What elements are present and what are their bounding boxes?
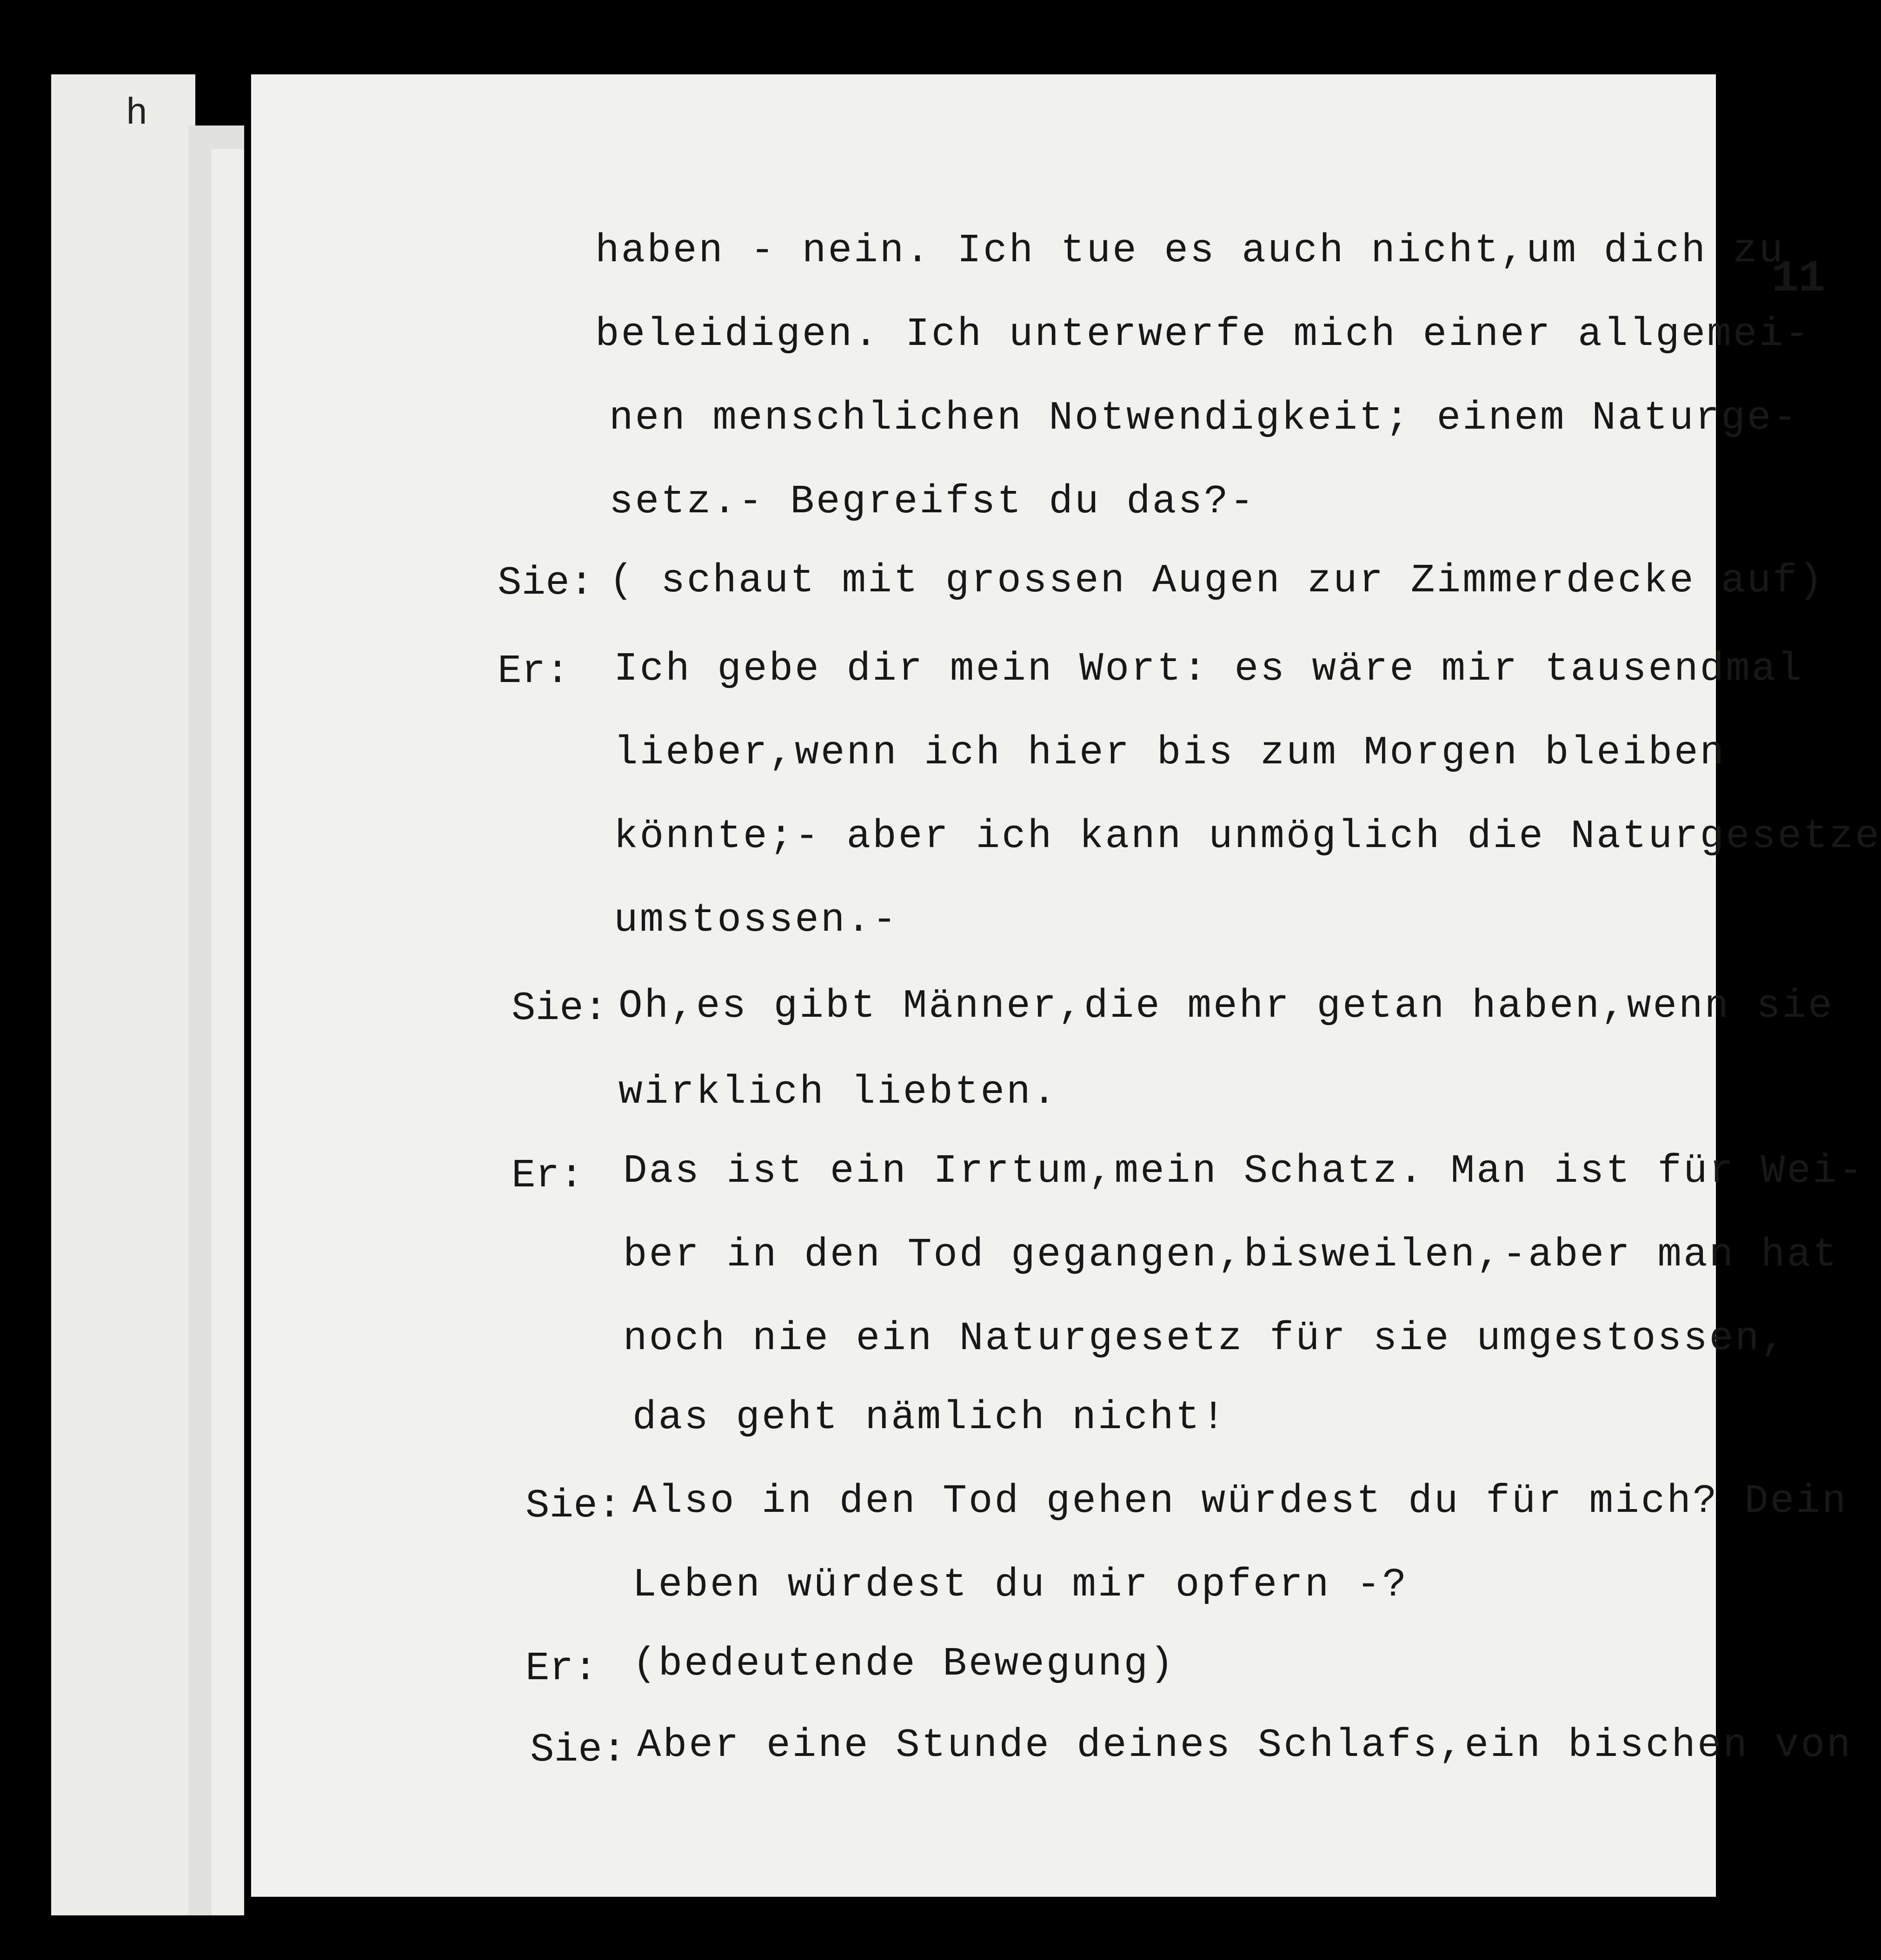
corner-mark: h [126,93,148,135]
text-line: Ich gebe dir mein Wort: es wäre mir tausendmal [614,646,1803,692]
speaker-label: Sie: [512,986,608,1031]
speaker-label: Sie: [525,1483,622,1529]
underlying-page-inner [212,149,244,1915]
speaker-label: Sie: [530,1727,626,1773]
text-line: haben - nein. Ich tue es auch nicht,um dich zu [595,228,1785,273]
text-line: (bedeutende Bewegung) [632,1641,1176,1687]
text-line: lieber,wenn ich hier bis zum Morgen bleiben [614,730,1726,775]
speaker-label: Sie: [498,560,594,606]
text-line: Leben würdest du mir opfern -? [632,1562,1409,1608]
text-line: noch nie ein Naturgesetz für sie umgestossen, [623,1316,1787,1361]
text-line: nen menschlichen Notwendigkeit; einem Naturge- [609,395,1799,441]
text-line: Das ist ein Irrtum,mein Schatz. Man ist für Wei- [623,1148,1865,1194]
text-line: könnte;- aber ich kann unmöglich die Naturgesetze [614,814,1881,859]
typescript-page [251,74,1881,1897]
speaker-label: Er: [498,649,570,694]
text-line: Aber eine Stunde deines Schlafs,ein bischen von [637,1722,1853,1768]
text-line: beleidigen. Ich unterwerfe mich einer allgemei- [595,311,1811,357]
text-line: das geht nämlich nicht! [632,1395,1227,1440]
text-line: Oh,es gibt Männer,die mehr getan haben,wenn sie [618,983,1834,1029]
text-line: Also in den Tod gehen würdest du für mich? Dein [632,1478,1848,1524]
text-line: ( schaut mit grossen Augen zur Zimmerdecke auf) [609,558,1825,603]
text-line: ber in den Tod gegangen,bisweilen,-aber man hat [623,1232,1839,1278]
text-line: setz.- Begreifst du das?- [609,479,1256,524]
page-number: 11 [1772,253,1826,304]
underlying-page-left [51,74,195,1915]
text-line: wirklich liebten. [618,1069,1058,1115]
speaker-label: Er: [525,1646,598,1691]
text-line: umstossen.- [614,897,898,943]
speaker-label: Er: [512,1153,584,1199]
